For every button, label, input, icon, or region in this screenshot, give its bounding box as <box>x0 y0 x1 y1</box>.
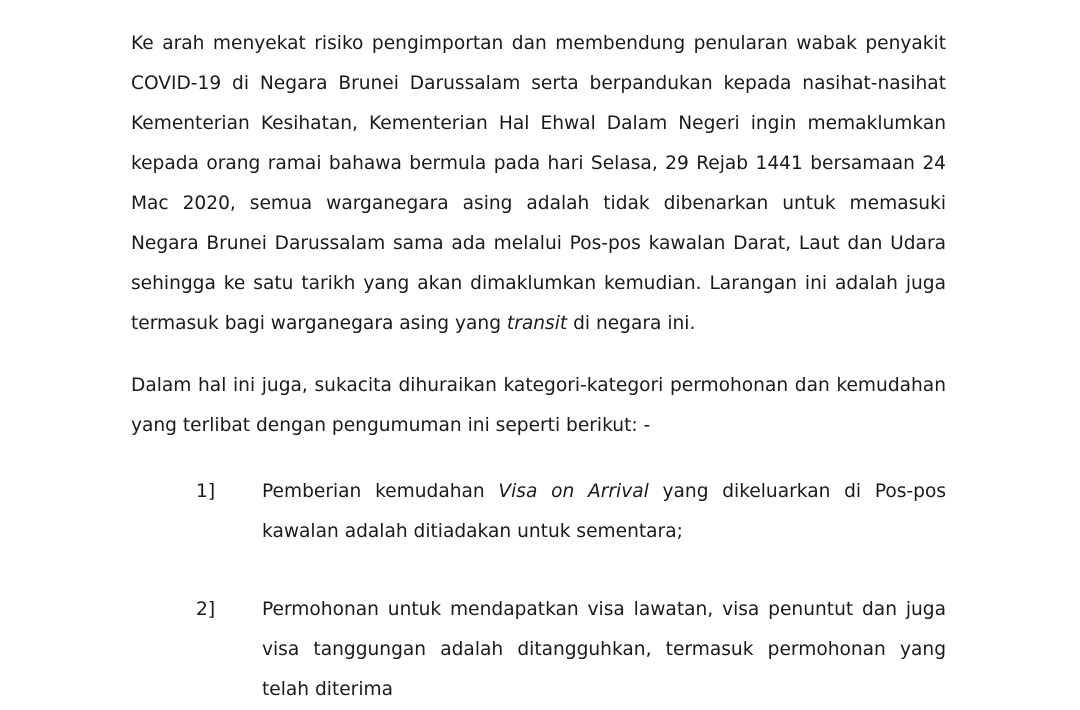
paragraph-1-italic: transit <box>506 313 568 334</box>
paragraph-1-text-end: di negara ini. <box>567 313 696 334</box>
list-item-1-italic: Visa on Arrival <box>498 481 649 502</box>
list-item-2: Permohonan untuk mendapatkan visa lawatan, visa penuntut dan juga visa tanggungan adalah ditangguhkan, termasuk permohonan yang telah diterima <box>262 599 946 700</box>
paragraph-categories: Dalam hal ini juga, sukacita dihuraikan kategori-kategori permohonan dan kemudahan yang terlibat dengan pengumuman ini seperti berikut: - <box>131 375 946 436</box>
list-item-number-1: 1] <box>196 481 216 502</box>
list-item-number-2: 2] <box>196 599 216 620</box>
paragraph-1-text: Ke arah menyekat risiko pengimportan dan membendung penularan wabak penyakit COVID-19 di Negara Brunei Darussalam serta berpandukan kepada nasihat-nasihat Kementerian Kesihatan, Kementerian Hal Ehwal Dalam Negeri ingin memaklumkan kepada orang ramai bahawa bermula pada hari Selasa, 29 Rejab 1441 bersamaan 24 Mac 2020, semua warganegara asing adalah tidak dibenarkan untuk memasuki Negara Brunei Darussalam sama ada melalui Pos-pos kawalan Darat, Laut dan Udara sehingga ke satu tarikh yang akan dimaklumkan kemudian. Larangan ini adalah juga termasuk bagi warganegara asing yang <box>131 33 946 334</box>
list-item-1-text-end: yang dikeluarkan di Pos-pos kawalan adalah ditiadakan untuk sementara; <box>262 481 947 542</box>
list-item-1 <box>262 472 946 552</box>
list-item-1-text: Pemberian kemudahan <box>262 481 499 502</box>
paragraph-travel-ban <box>131 24 946 344</box>
